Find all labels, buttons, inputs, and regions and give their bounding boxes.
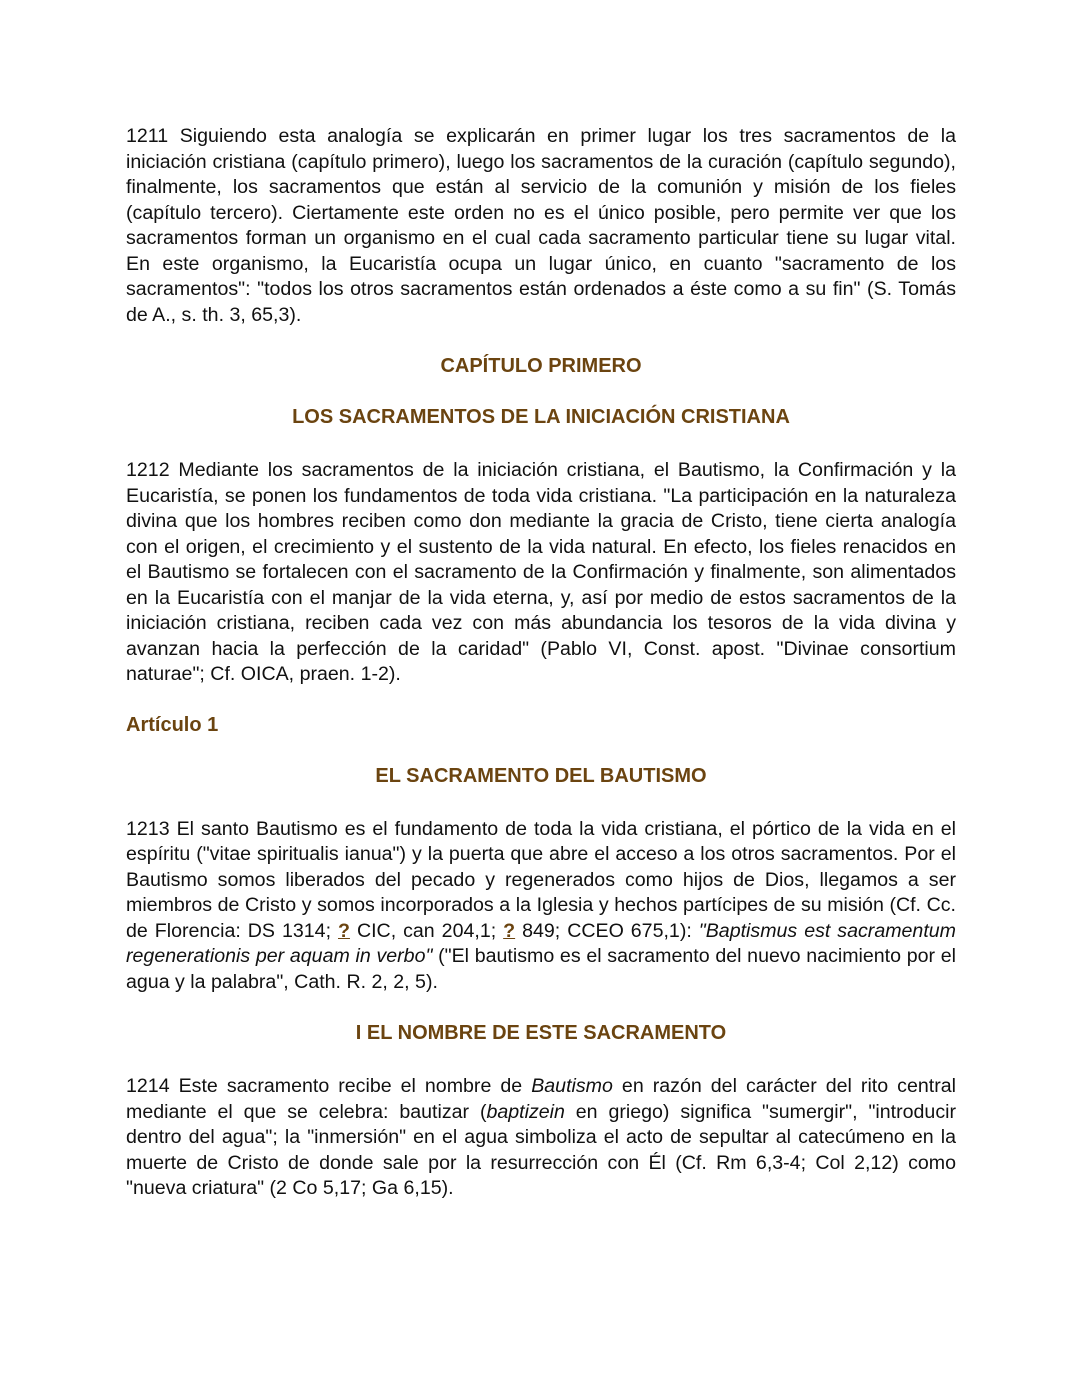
paragraph-1211: 1211 Siguiendo esta analogía se explicarán en primer lugar los tres sacramentos de la iniciación cristiana (capítulo primero), luego los sacramentos de la curación (capítulo segundo), finalmente, los sacramentos que están al servicio de la comunión y misión de los fieles (capítulo tercero). Ciertamente este orden no es el único posible, pero permite ver que los sacramentos forman un organismo en el cual cada sacramento particular tiene su lugar vital. En este organismo, la Eucaristía ocupa un lugar único, en cuanto "sacramento de los sacramentos": "todos los otros sacramentos están ordenados a éste como a su fin" (S. Tomás de A., s. th. 3, 65,3).: [126, 125, 956, 326]
emphasized-term: baptizein: [486, 1100, 565, 1123]
latin-quote: "Baptismus est sacramentum regenerationis per aquam in verbo": [126, 919, 956, 967]
article-label: Artículo 1: [126, 713, 219, 736]
document-page: [126, 124, 956, 1202]
paragraph-1213: [126, 817, 956, 996]
paragraph-1214-text: 1214 Este sacramento recibe el nombre de: [126, 1075, 532, 1097]
reference-link[interactable]: ?: [338, 919, 350, 942]
paragraph-1214-text: en razón del carácter del rito central mediante el que se celebra: bautizar (: [126, 1075, 956, 1123]
paragraph-1213-text: 849; CCEO 675,1):: [515, 919, 699, 942]
paragraph-1213-text: CIC, can 204,1;: [349, 919, 504, 942]
article-title: EL SACRAMENTO DEL BAUTISMO: [375, 764, 707, 787]
section-heading: I EL NOMBRE DE ESTE SACRAMENTO: [355, 1022, 727, 1044]
paragraph-1213-text: 1213 El santo Bautismo es el fundamento de toda la vida cristiana, el pórtico de la vida en el espíritu ("vitae spiritualis ianua") y la puerta que abre el acceso a los otros sacramentos. Por el Bautismo somos liberados del pecado y regenerados como hijos de Dios, llegamos a ser miembros de Cristo y somos incorporados a la Iglesia y hechos partícipes de su misión (Cf. Cc. de Florencia: DS 1314;: [126, 817, 956, 942]
paragraph-1213-text: ("El bautismo es el sacramento del nuevo nacimiento por el agua y la palabra", Cath. R. 2, 2, 5).: [126, 945, 956, 993]
chapter-title: LOS SACRAMENTOS DE LA INICIACIÓN CRISTIANA: [292, 406, 790, 428]
reference-link[interactable]: ?: [503, 919, 516, 942]
paragraph-1214-text: en griego) significa "sumergir", "introducir dentro del agua"; la "inmersión" en el agua simboliza el acto de sepultar al catecúmeno en la muerte de Cristo de donde sale por la resurrección con Él (Cf. Rm 6,3-4; Col 2,12) como "nueva criatura" (2 Co 5,17; Ga 6,15).: [126, 1100, 956, 1199]
chapter-heading: CAPÍTULO PRIMERO: [440, 355, 642, 377]
paragraph-1212: 1212 Mediante los sacramentos de la iniciación cristiana, el Bautismo, la Confirmación y la Eucaristía, se ponen los fundamentos de toda vida cristiana. "La participación en la naturaleza divina que los hombres reciben como don mediante la gracia de Cristo, tiene cierta analogía con el origen, el crecimiento y el sustento de la vida natural. En efecto, los fieles renacidos en el Bautismo se fortalecen con el sacramento de la Confirmación y finalmente, son alimentados en la Eucaristía con el manjar de la vida eterna, y, así por medio de estos sacramentos de la iniciación cristiana, reciben cada vez con más abundancia los tesoros de la vida divina y avanzan hacia la perfección de la caridad" (Pablo VI, Const. apost. "Divinae consortium naturae"; Cf. OICA, praen. 1-2).: [126, 459, 956, 685]
emphasized-term: Bautismo: [531, 1075, 613, 1097]
paragraph-1214: [126, 1074, 956, 1202]
